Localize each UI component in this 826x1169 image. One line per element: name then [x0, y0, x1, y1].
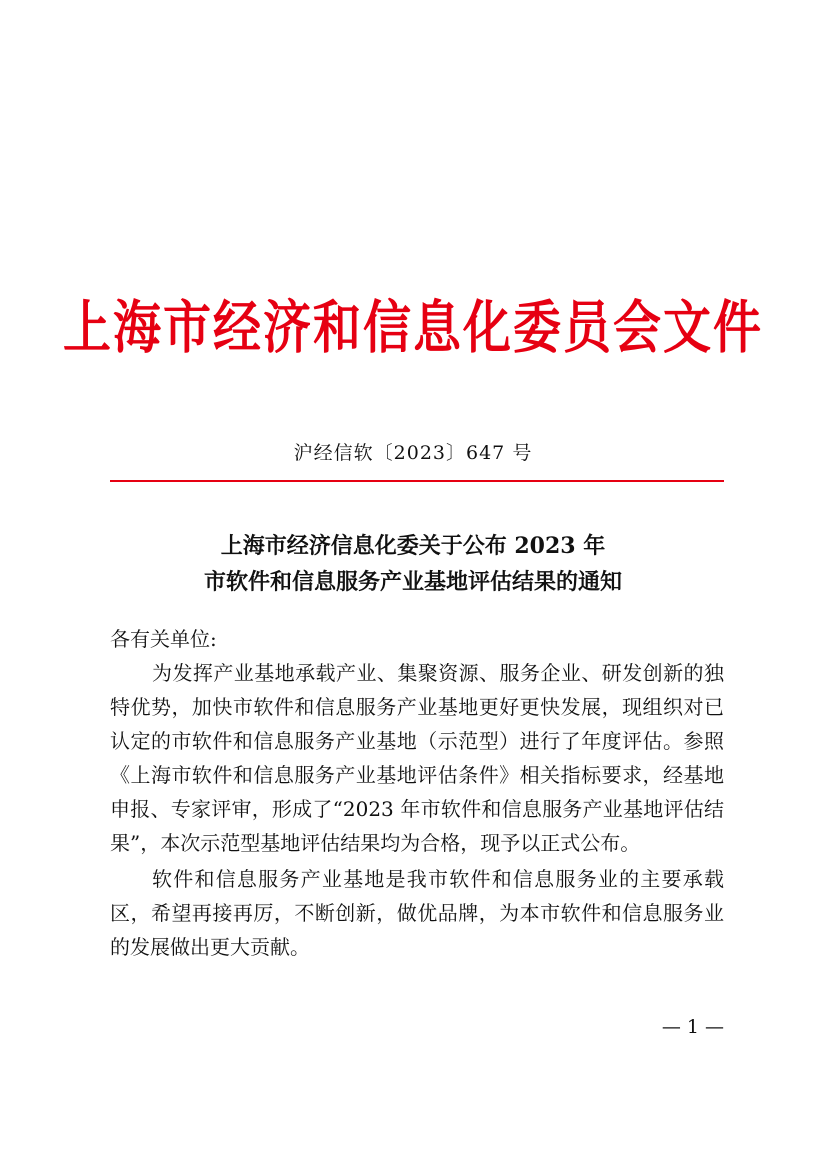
body-paragraph: 为发挥产业基地承载产业、集聚资源、服务企业、研发创新的独特优势，加快市软件和信息服务产业基地更好更快发展，现组织对已认定的市软件和信息服务产业基地（示范型）进行了年度评估。参照《上海市软件和信息服务产业基地评估条件》相关指标要求，经基地申报、专家评审，形成了“2023 年市软件和信息服务产业基地评估结果”，本次示范型基地评估结果均为合格，现予以正式公布。 [110, 661, 724, 855]
document-number: 沪经信软〔2023〕647 号 [293, 442, 533, 464]
notice-title-line-2: 市软件和信息服务产业基地评估结果的通知 [203, 569, 622, 595]
notice-title-line-1: 上海市经济信息化委关于公布 2023 年 [220, 533, 606, 559]
salutation: 各有关单位: [110, 627, 217, 651]
notice-body [110, 622, 724, 964]
red-separator-line [110, 480, 724, 482]
notice-title [0, 528, 826, 600]
body-paragraph: 软件和信息服务产业基地是我市软件和信息服务业的主要承载区，希望再接再厉，不断创新，做优品牌，为本市软件和信息服务业的发展做出更大贡献。 [110, 867, 724, 959]
masthead-title: 上海市经济和信息化委员会文件 [62, 294, 763, 362]
page-number: — 1 — [661, 1016, 724, 1038]
